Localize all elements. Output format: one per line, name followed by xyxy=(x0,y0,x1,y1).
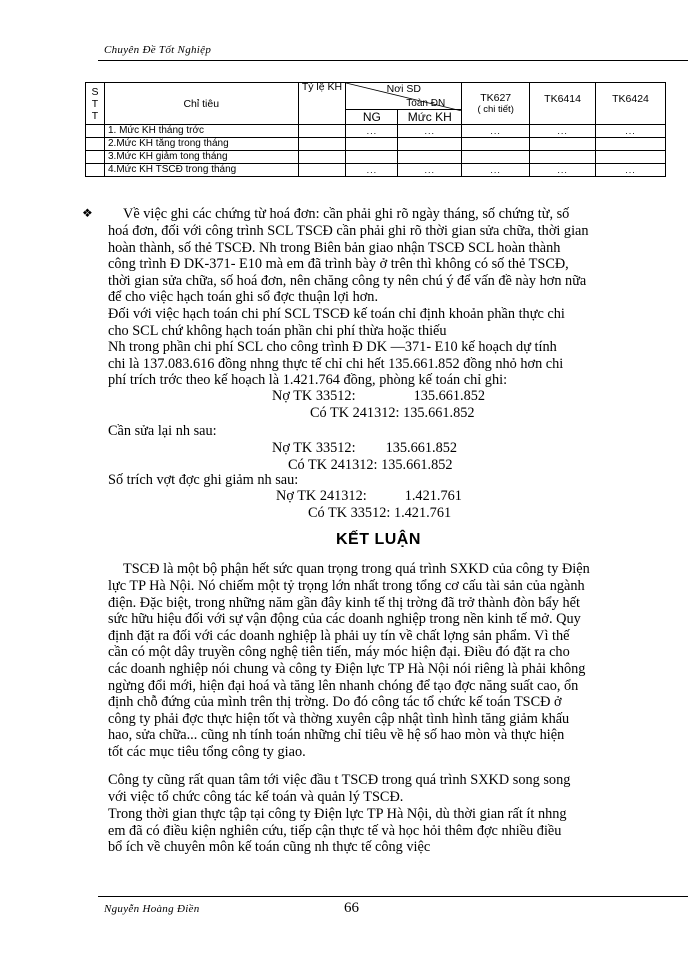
muc-kh-header: Mức KH xyxy=(398,110,462,125)
conclusion-title: KẾT LUẬN xyxy=(336,531,421,548)
table-row: 4.Mức KH TSCĐ trong tháng ... ... ... ... ... xyxy=(86,164,666,177)
tk6424-header: TK6424 xyxy=(596,83,666,125)
row-label: 1. Mức KH tháng trớc xyxy=(104,125,298,138)
excess-label: Số trích vợt đợc ghi giảm nh sau: xyxy=(108,472,299,488)
row-label: 2.Mức KH tăng trong tháng xyxy=(104,138,298,151)
toan-dn-header: Toàn ĐN xyxy=(346,96,462,110)
ng-header: NG xyxy=(346,110,398,125)
fix-label: Cần sửa lại nh sau: xyxy=(108,423,217,439)
author-name: Nguyễn Hoàng Điền xyxy=(104,903,200,915)
paragraph-cost-accounting: Đối với việc hạch toán chi phí SCL TSCĐ kế toán chỉ định khoản phần thực chi cho SCL chứ không hạch toán phần chi phí thừa hoặc thiếu Nh trong phần chi phí SCL cho công trình Đ DK —371- E10 kế hoạch dự tính chi là 137.083.616 đồng nhng thực tế chỉ chi hết 135.661.852 đồng nhỏ hơn chi phí trích trớc theo kế hoạch là 1.421.764 đồng, phòng kế toán chỉ ghi: xyxy=(108,306,565,389)
stt-header: S T T xyxy=(86,83,105,125)
row-label: 3.Mức KH giảm tong tháng xyxy=(104,151,298,164)
page-number: 66 xyxy=(344,900,359,916)
conclusion-paragraph-1-cont: lực TP Hà Nội. Nó chiếm một tỷ trọng lớn nhất trong tổng cơ cấu tài sản của ngành điện. Đặc biệt, trong những năm gần đây kinh tế thị trờng đã trở thành đòn bẩy hết sức hữu hiệu đối với sự vận động của các doanh nghiệp trong nền kinh tế mở. Quy định đặt ra đối với các doanh nghiệp là phải uy tín về chất lợng sản phẩm. Vì thế cần có một dây truyền công nghệ tiên tiến, máy móc hiện đại. Điều đó đặt ra cho các doanh nghiệp nói chung và công ty Điện lực TP Hà Nội nói riêng là phải không ngừng đổi mới, hiện đại hoá và tăng lên nhanh chóng để tạo đợc năng suất cao, ổn định chỗ đứng của mình trên thị trờng. Do đó công tác tổ chức kế toán TSCĐ ở công ty phải đợc thực hiện tốt và thờng xuyên cập nhật tình hình tăng giảm khấu hao, sửa chữa... cũng nh tính toán những chỉ tiêu về hệ số hao mòn và thực hiện tốt các mục tiêu tổng công ty giao. xyxy=(108,578,586,760)
noi-sd-header: Nơi SD xyxy=(346,83,462,96)
depreciation-table xyxy=(85,82,666,177)
tk627-header: TK627 ( chi tiết) xyxy=(462,83,530,125)
table-row xyxy=(86,138,666,151)
conclusion-paragraph-3: Trong thời gian thực tập tại công ty Điện lực TP Hà Nội, dù thời gian rất ít nhng em đã có điều kiện nghiên cứu, tiếp cận thực tế và học hỏi thêm đợc nhiều điều bổ ích về chuyên môn kế toán cũng nh thực tế công việc xyxy=(108,806,567,856)
paragraph-documents-cont: hoá đơn, đối với công trình SCL TSCĐ cần phải ghi rõ thời gian sửa chữa, thời gian hoàn thành, số thẻ TSCĐ. Nh trong Biên bản giao nhận TSCĐ SCL hoàn thành công trình Đ DK-371- E10 mà em đã trình bày ở trên thì không có số thẻ TSCĐ, thời gian sửa chữa, số hoá đơn, nên chăng công ty nên chú ý để vấn đề này hơn nữa để cho việc hạch toán ghi sổ đợc thuận lợi hơn. xyxy=(108,223,589,306)
table-row xyxy=(86,151,666,164)
diamond-bullet-icon: ❖ xyxy=(82,206,93,220)
paragraph-documents: Về việc ghi các chứng từ hoá đơn: cần phải ghi rõ ngày tháng, số chứng từ, số xyxy=(123,206,570,222)
row-label: 4.Mức KH TSCĐ trong tháng xyxy=(104,164,298,177)
table-row: 1. Mức KH tháng trớc ... ... ... ... ... xyxy=(86,125,666,138)
journal-entry-3: Nợ TK 241312: 1.421.761 Có TK 33512: 1.421.761 xyxy=(276,488,462,521)
chi-tieu-header: Chỉ tiêu xyxy=(104,83,298,125)
journal-entry-2: Nợ TK 33512: 135.661.852 Có TK 241312: 135.661.852 xyxy=(272,440,458,473)
conclusion-paragraph-1: TSCĐ là một bộ phận hết sức quan trọng trong quá trình SXKD của công ty Điện xyxy=(123,561,590,577)
conclusion-paragraph-2: Công ty cũng rất quan tâm tới việc đầu t TSCĐ trong quá trình SXKD song song với việc tổ chức công tác kế toán và quản lý TSCĐ. xyxy=(108,772,571,805)
ty-le-header: Tỷ lệ KH xyxy=(298,82,346,124)
tk6414-header: TK6414 xyxy=(530,83,596,125)
journal-entry-1: Nợ TK 33512: 135.661.852 Có TK 241312: 135.661.852 xyxy=(272,388,486,421)
footer-rule xyxy=(98,896,688,897)
running-header: Chuyên Đề Tốt Nghiệp xyxy=(104,44,212,56)
header-rule xyxy=(98,60,688,61)
